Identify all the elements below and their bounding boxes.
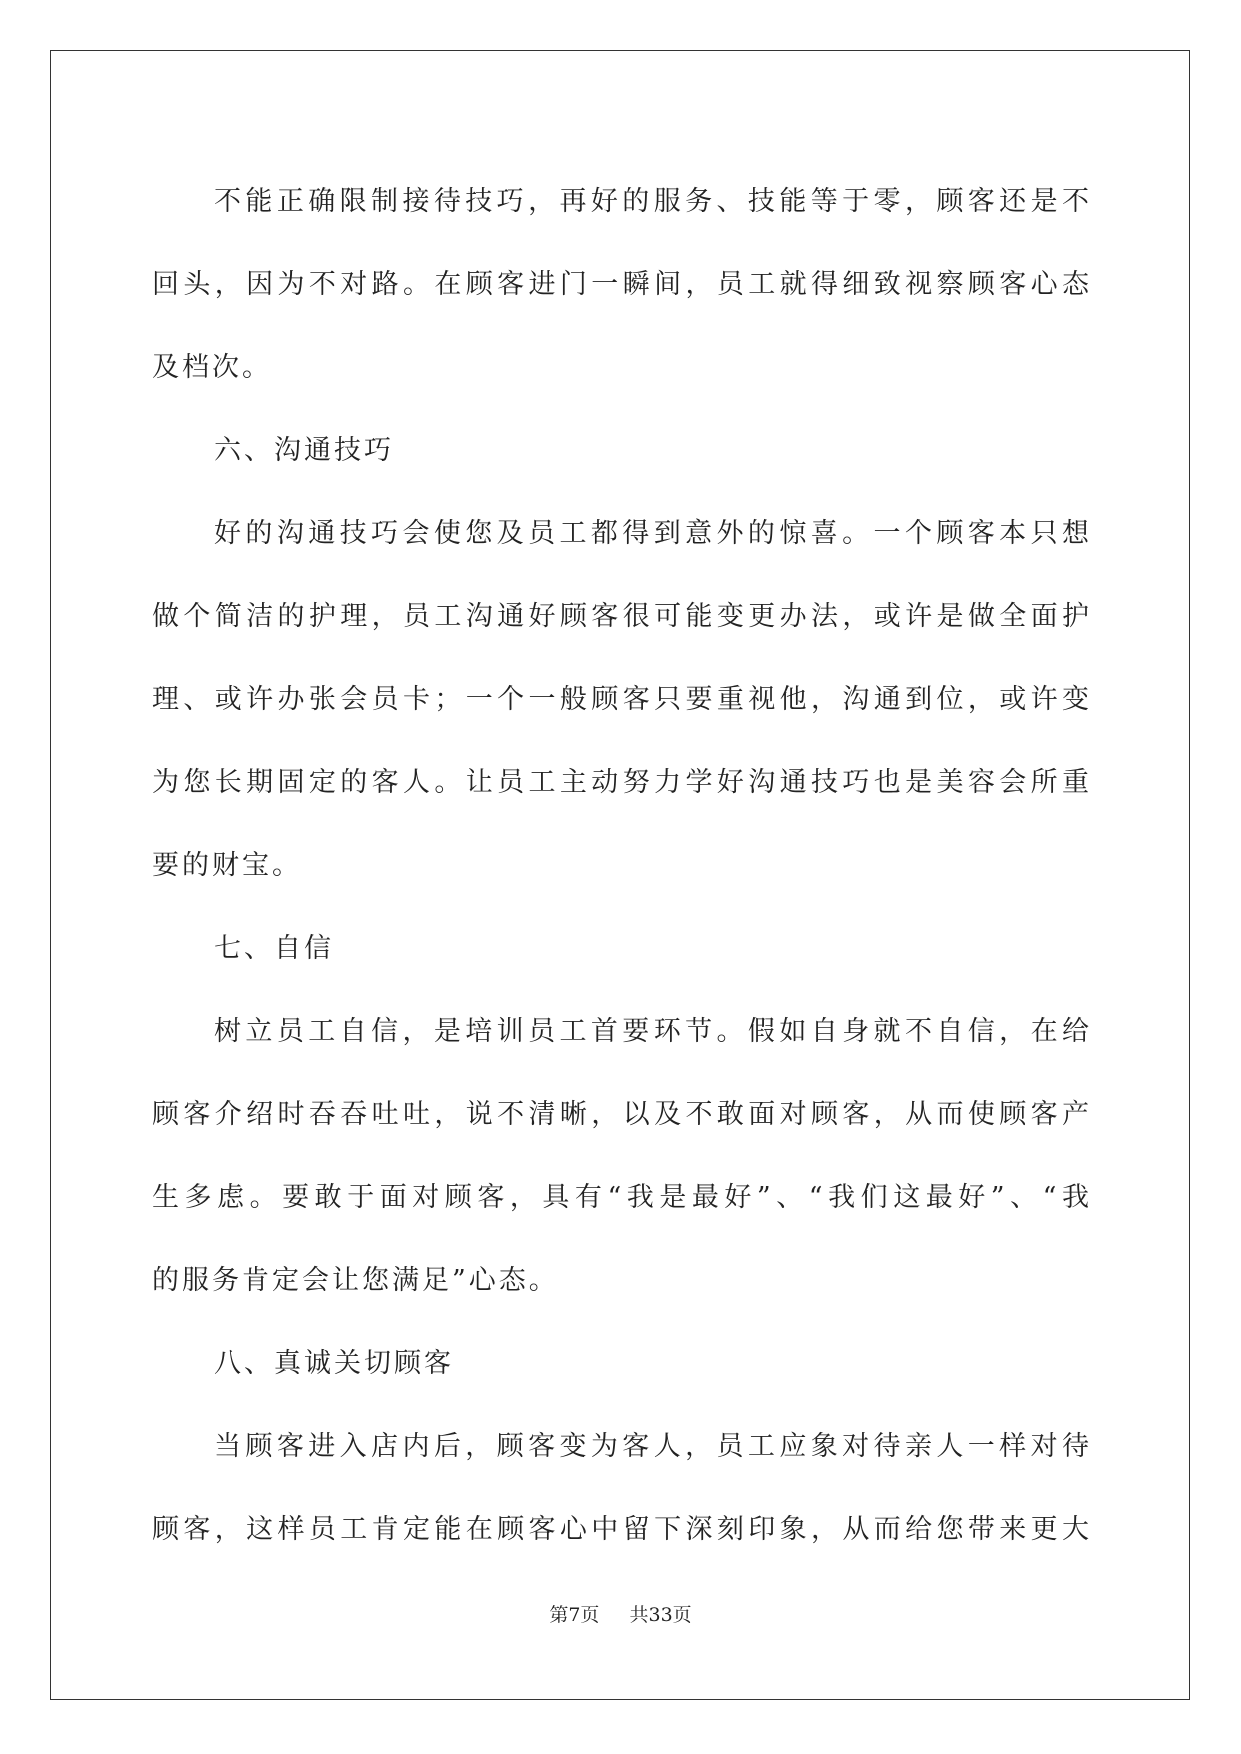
paragraph-line: 生多虑。要敢于面对顾客，具有“我是最好”、“我们这最好”、“我 [152, 1182, 1092, 1213]
paragraph-line: 好的沟通技巧会使您及员工都得到意外的惊喜。一个顾客本只想 [214, 518, 1092, 549]
paragraph-line: 顾客，这样员工肯定能在顾客心中留下深刻印象，从而给您带来更大 [152, 1514, 1092, 1545]
paragraph-line: 理、或许办张会员卡；一个一般顾客只要重视他，沟通到位，或许变 [152, 684, 1092, 715]
paragraph-line: 树立员工自信，是培训员工首要环节。假如自身就不自信，在给 [214, 1016, 1092, 1047]
paragraph-line: 顾客介绍时吞吞吐吐，说不清晰，以及不敢面对顾客，从而使顾客产 [152, 1099, 1092, 1130]
section-heading: 六、沟通技巧 [214, 435, 394, 466]
section-heading: 八、真诚关切顾客 [214, 1348, 454, 1379]
page-number: 第7页 [549, 1604, 600, 1626]
paragraph-line: 当顾客进入店内后，顾客变为客人，员工应象对待亲人一样对待 [214, 1431, 1092, 1462]
page-footer [0, 1600, 1241, 1627]
paragraph-line: 及档次。 [152, 352, 272, 383]
paragraph-line: 为您长期固定的客人。让员工主动努力学好沟通技巧也是美容会所重 [152, 767, 1092, 798]
paragraph-line: 的服务肯定会让您满足”心态。 [152, 1265, 559, 1296]
paragraph-line: 要的财宝。 [152, 850, 302, 881]
paragraph-line: 不能正确限制接待技巧，再好的服务、技能等于零，顾客还是不 [214, 186, 1092, 217]
document-body [152, 160, 1092, 1571]
paragraph-line: 回头，因为不对路。在顾客进门一瞬间，员工就得细致视察顾客心态 [152, 269, 1092, 300]
paragraph-line: 做个简洁的护理，员工沟通好顾客很可能变更办法，或许是做全面护 [152, 601, 1092, 632]
total-pages: 共33页 [629, 1604, 692, 1626]
section-heading: 七、自信 [214, 933, 334, 964]
